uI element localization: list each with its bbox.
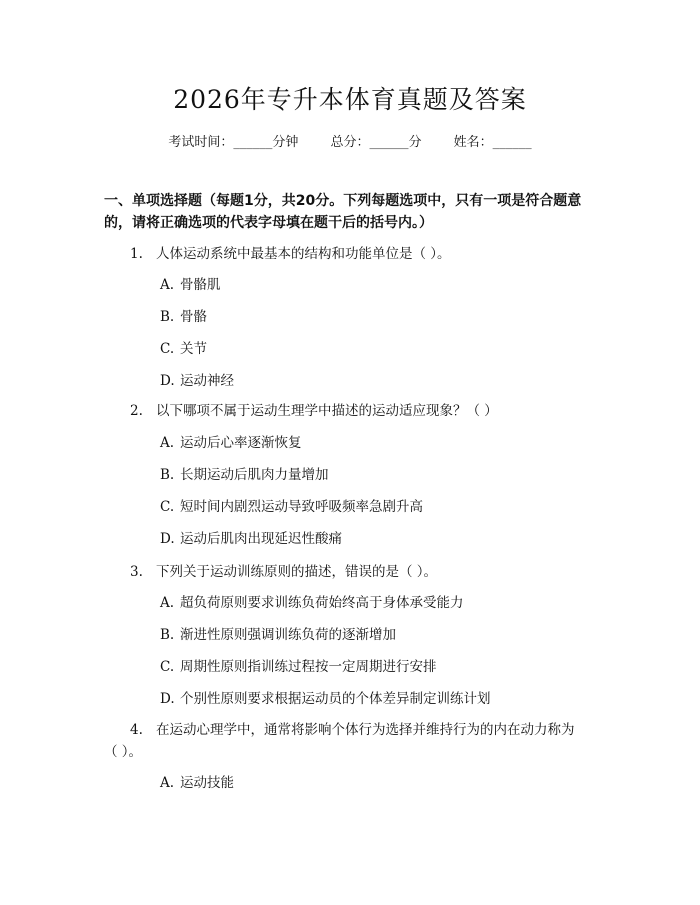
question-3 bbox=[130, 561, 437, 583]
option-text: 运动后心率逐渐恢复 bbox=[180, 435, 302, 451]
option-text: 运动技能 bbox=[180, 775, 234, 791]
question-text: 以下哪项不属于运动生理学中描述的运动适应现象？（ ） bbox=[156, 403, 498, 419]
option-text: 运动神经 bbox=[180, 373, 234, 389]
option bbox=[160, 657, 437, 677]
option-letter: D. bbox=[160, 531, 175, 547]
option-text: 超负荷原则要求训练负荷始终高于身体承受能力 bbox=[180, 595, 464, 611]
exam-meta bbox=[0, 131, 700, 150]
option-text: 长期运动后肌肉力量增加 bbox=[180, 467, 329, 483]
option-letter: A. bbox=[160, 435, 175, 451]
question-text-line1: 在运动心理学中，通常将影响个体行为选择并维持行为的内在动力称为 bbox=[156, 722, 575, 738]
document-title: 2026年专升本体育真题及答案 bbox=[173, 85, 527, 114]
option bbox=[160, 497, 423, 517]
question-text: 下列关于运动训练原则的描述，错误的是（ ）。 bbox=[156, 564, 438, 580]
option-text: 渐进性原则强调训练负荷的逐渐增加 bbox=[180, 627, 396, 643]
option bbox=[160, 339, 207, 359]
option-letter: D. bbox=[160, 691, 175, 707]
option-text: 个别性原则要求根据运动员的个体差异制定训练计划 bbox=[180, 691, 491, 707]
option-text: 运动后肌肉出现延迟性酸痛 bbox=[180, 531, 342, 547]
option bbox=[160, 773, 234, 793]
option-text: 关节 bbox=[180, 341, 207, 357]
question-2 bbox=[130, 400, 498, 422]
option bbox=[160, 275, 221, 295]
question-4 bbox=[130, 719, 575, 741]
option-text: 骨骼 bbox=[180, 309, 207, 325]
option bbox=[160, 593, 464, 613]
total-score: 总分：______分 bbox=[330, 135, 422, 150]
question-text-line2: （ ）。 bbox=[104, 744, 143, 760]
question-text: 人体运动系统中最基本的结构和功能单位是（ ）。 bbox=[156, 246, 451, 262]
option-text: 骨骼肌 bbox=[180, 277, 221, 293]
option-letter: A. bbox=[160, 595, 175, 611]
question-4-continued bbox=[104, 741, 142, 763]
option bbox=[160, 371, 234, 391]
question-number: 4. bbox=[130, 722, 143, 738]
option-letter: B. bbox=[160, 467, 175, 483]
option-letter: B. bbox=[160, 627, 175, 643]
question-number: 1. bbox=[130, 246, 143, 262]
question-number: 3. bbox=[130, 564, 143, 580]
option bbox=[160, 465, 329, 485]
section-heading: 一、单项选择题（每题1分，共20分。下列每题选项中，只有一项是符合题意的，请将正确选项的代表字母填在题干后的括号内。） bbox=[104, 193, 582, 231]
student-name: 姓名：______ bbox=[453, 135, 532, 150]
option bbox=[160, 529, 342, 549]
option-letter: D. bbox=[160, 373, 175, 389]
option-letter: B. bbox=[160, 309, 175, 325]
option bbox=[160, 625, 396, 645]
option bbox=[160, 307, 207, 327]
option-letter: C. bbox=[160, 659, 175, 675]
option-text: 短时间内剧烈运动导致呼吸频率急剧升高 bbox=[180, 499, 423, 515]
option-letter: A. bbox=[160, 775, 175, 791]
option bbox=[160, 689, 491, 709]
option bbox=[160, 433, 302, 453]
option-text: 周期性原则指训练过程按一定周期进行安排 bbox=[180, 659, 437, 675]
question-1 bbox=[130, 243, 451, 265]
question-number: 2. bbox=[130, 403, 143, 419]
option-letter: C. bbox=[160, 341, 175, 357]
exam-time: 考试时间：______分钟 bbox=[168, 135, 299, 150]
option-letter: A. bbox=[160, 277, 175, 293]
option-letter: C. bbox=[160, 499, 175, 515]
